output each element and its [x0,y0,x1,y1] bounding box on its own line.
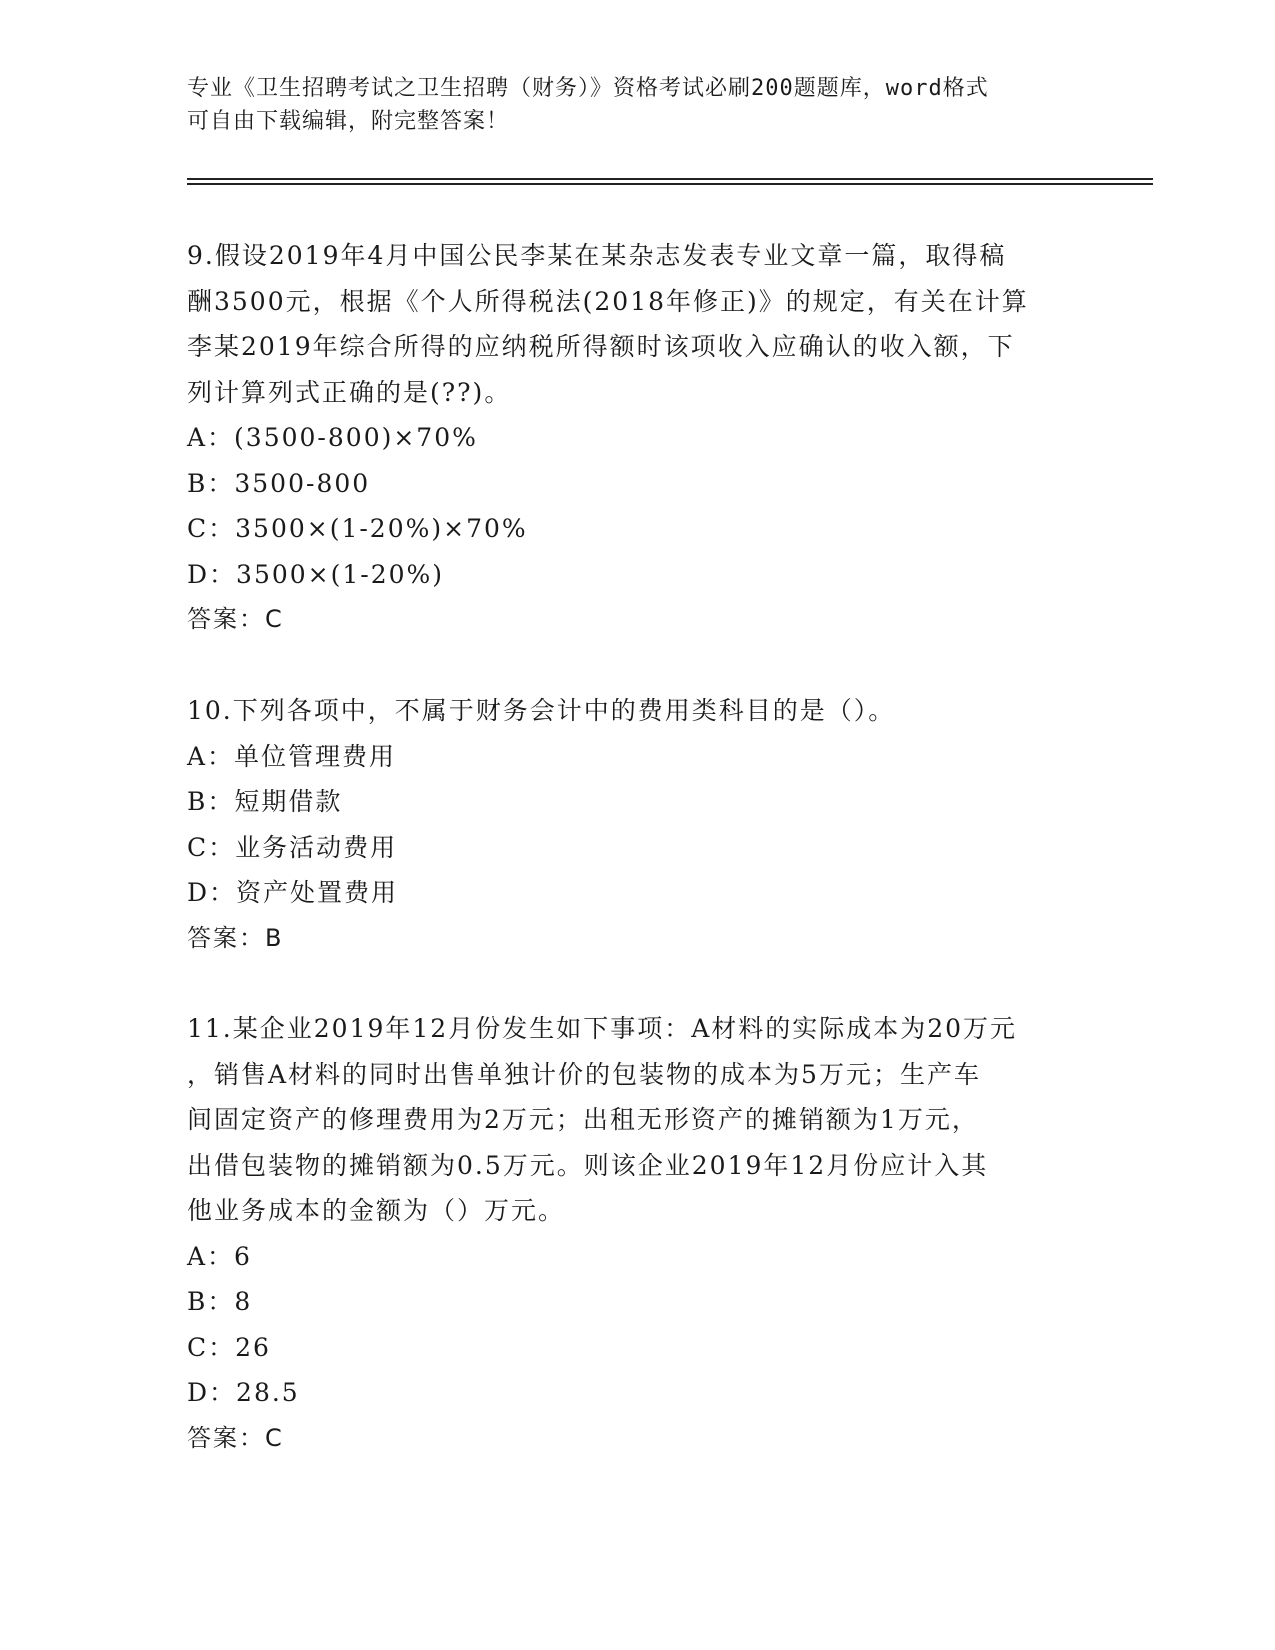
option-d: D：资产处置费用 [187,878,399,907]
option-b: B：3500-800 [187,468,371,498]
option-c: C：26 [187,1332,271,1362]
option-b: B：短期借款 [187,787,343,816]
question-text-line: 9.假设2019年4月中国公民李某在某杂志发表专业文章一篇，取得稿 [187,241,1007,270]
question-text-line: 10.下列各项中，不属于财务会计中的费用类科目的是（）。 [187,696,896,725]
question-9 [187,233,1087,643]
header-line: 专业《卫生招聘考试之卫生招聘（财务）》资格考试必刷200题题库，word格式 [187,76,989,101]
question-text-line: 间固定资产的修理费用为2万元；出租无形资产的摊销额为1万元， [187,1105,979,1134]
option-d: D：3500×(1-20%) [187,559,445,589]
answer-line: 答案：C [187,1423,284,1452]
option-a: A：(3500-800)×70% [187,423,478,452]
question-10 [187,688,1087,961]
question-text-line: 11.某企业2019年12月份发生如下事项：A材料的实际成本为20万元 [187,1014,1018,1043]
option-a: A：6 [187,1241,252,1271]
question-text-line: 列计算列式正确的是(??)。 [187,377,512,407]
document-header [187,72,1087,138]
answer-line: 答案：C [187,605,284,633]
question-11 [187,1006,1087,1461]
question-text-line: ，销售A材料的同时出售单独计价的包装物的成本为5万元；生产车 [187,1059,981,1089]
header-divider-bottom [187,183,1153,185]
question-text-line: 出借包装物的摊销额为0.5万元。则该企业2019年12月份应计入其 [187,1150,989,1180]
question-text-line: 他业务成本的金额为（）万元。 [187,1196,566,1225]
question-text-line: 酬3500元，根据《个人所得税法(2018年修正)》的规定，有关在计算 [187,286,1029,316]
answer-line: 答案：B [187,923,284,952]
option-c: C：3500×(1-20%)×70% [187,514,528,543]
option-d: D：28.5 [187,1378,300,1407]
option-b: B：8 [187,1287,253,1316]
option-c: C：业务活动费用 [187,832,398,862]
header-line: 可自由下载编辑，附完整答案！ [187,109,510,134]
option-a: A：单位管理费用 [187,741,397,771]
question-text-line: 李某2019年综合所得的应纳税所得额时该项收入应确认的收入额，下 [187,332,1015,361]
header-divider-top [187,178,1153,180]
